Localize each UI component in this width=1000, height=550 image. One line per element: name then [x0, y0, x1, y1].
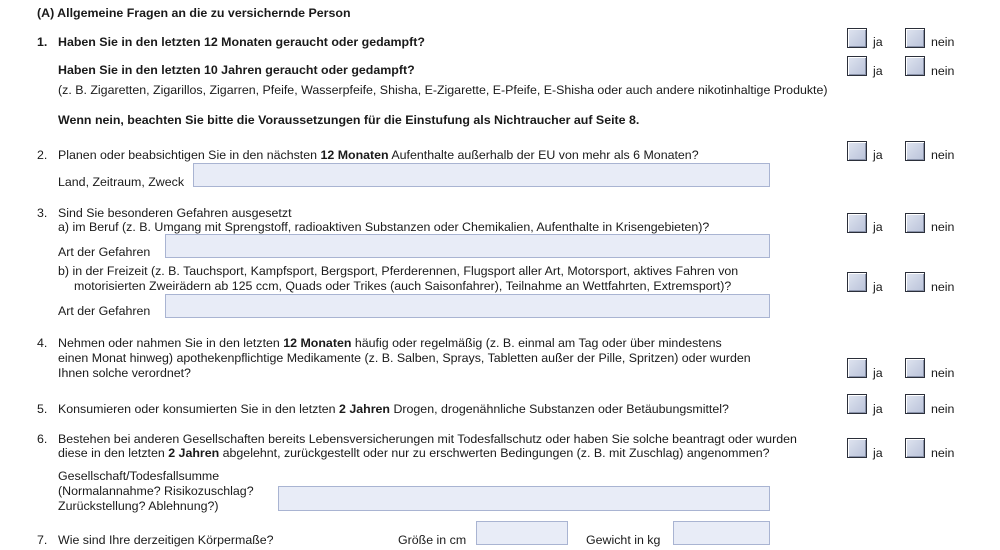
q1-note: Wenn nein, beachten Sie bitte die Voraussetzungen für die Einstufung als Nichtraucher auf Seite 8.: [58, 113, 640, 127]
q3-a-danger-field[interactable]: [165, 234, 770, 258]
q3-b-line1: b) in der Freizeit (z. B. Tauchsport, Kampfsport, Bergsport, Pferderennen, Flugsport aller Art, Motorsport, aktives Fahren von: [58, 264, 739, 278]
q6-number: 6.: [37, 432, 48, 446]
q1-yes-checkbox[interactable]: [847, 28, 867, 48]
q4-no-checkbox[interactable]: [905, 358, 925, 378]
q7-height-field[interactable]: [476, 521, 568, 545]
q1-number: 1.: [37, 35, 48, 49]
q4-line3: Ihnen solche verordnet?: [58, 366, 191, 380]
q7-height-label: Größe in cm: [398, 533, 467, 547]
q3-a-no-label: nein: [931, 220, 955, 234]
q4-yes-checkbox[interactable]: [847, 358, 867, 378]
q6-line2-bold: 2 Jahren: [168, 446, 220, 460]
q3-b-yes-label: ja: [873, 280, 883, 294]
q6-yes-checkbox[interactable]: [847, 438, 867, 458]
q6-line2-b: abgelehnt, zurückgestellt oder nur zu erschwerten Bedingungen (z. B. mit Zuschlag) angenommen?: [219, 446, 770, 460]
q3-number: 3.: [37, 206, 48, 220]
q4-yes-label: ja: [873, 366, 883, 380]
q3-a-yes-checkbox[interactable]: [847, 213, 867, 233]
q6-line1: Bestehen bei anderen Gesellschaften bereits Lebensversicherungen mit Todesfallschutz oder haben Sie solche beantragt oder wurden: [58, 432, 797, 446]
q6-company-field[interactable]: [278, 486, 770, 511]
q7-weight-field[interactable]: [673, 521, 770, 545]
q6-no-checkbox[interactable]: [905, 438, 925, 458]
q2-number: 2.: [37, 148, 48, 162]
q1-sub-yes-label: ja: [873, 64, 883, 78]
q3-b-field-label: Art der Gefahren: [58, 304, 151, 318]
q1-sub-yes-checkbox[interactable]: [847, 56, 867, 76]
q2-text: [58, 148, 699, 163]
q3-b-line2: motorisierten Zweirädern ab 125 ccm, Quads oder Trikes (auch Saisonfahrer), Teilnahme an Wettfahrten, Extremsport)?: [74, 279, 732, 293]
q3-a-text: a) im Beruf (z. B. Umgang mit Sprengstoff, radioaktiven Substanzen oder Chemikalien, Aufenthalte in Krisengebieten)?: [58, 220, 710, 234]
q5-text: [58, 402, 729, 417]
q3-b-no-checkbox[interactable]: [905, 272, 925, 292]
q6-field-line3: Zurückstellung? Ablehnung?): [58, 499, 219, 513]
q6-yes-label: ja: [873, 446, 883, 460]
q4-line1-bold: 12 Monaten: [283, 336, 352, 350]
q5-yes-checkbox[interactable]: [847, 394, 867, 414]
q4-line1-b: häufig oder regelmäßig (z. B. einmal am Tag oder über mindestens: [351, 336, 722, 350]
q2-text-a: Planen oder beabsichtigen Sie in den nächsten: [58, 148, 321, 162]
q3-text: Sind Sie besonderen Gefahren ausgesetzt: [58, 206, 292, 220]
q7-number: 7.: [37, 533, 48, 547]
q5-text-b: Drogen, drogenähnliche Substanzen oder Betäubungsmittel?: [390, 402, 729, 416]
q2-text-bold: 12 Monaten: [320, 148, 389, 162]
q1-sub-no-checkbox[interactable]: [905, 56, 925, 76]
q6-line2: [58, 446, 770, 461]
q2-field-label: Land, Zeitraum, Zweck: [58, 175, 185, 189]
q5-text-bold: 2 Jahren: [339, 402, 390, 416]
q3-a-field-label: Art der Gefahren: [58, 245, 151, 259]
q5-yes-label: ja: [873, 402, 883, 416]
q2-no-checkbox[interactable]: [905, 141, 925, 161]
q4-number: 4.: [37, 336, 48, 350]
q1-sub-text: Haben Sie in den letzten 10 Jahren geraucht oder gedampft?: [58, 63, 415, 77]
q2-yes-checkbox[interactable]: [847, 141, 867, 161]
q7-text: Wie sind Ihre derzeitigen Körpermaße?: [58, 533, 274, 547]
section-title: (A) Allgemeine Fragen an die zu versichernde Person: [37, 6, 351, 20]
q3-a-no-checkbox[interactable]: [905, 213, 925, 233]
q5-number: 5.: [37, 402, 48, 416]
q6-line2-a: diese in den letzten: [58, 446, 169, 460]
q4-line1: [58, 336, 722, 351]
q2-details-field[interactable]: [193, 163, 770, 187]
q3-b-no-label: nein: [931, 280, 955, 294]
q4-line1-a: Nehmen oder nahmen Sie in den letzten: [58, 336, 284, 350]
q5-text-a: Konsumieren oder konsumierten Sie in den letzten: [58, 402, 340, 416]
q3-b-yes-checkbox[interactable]: [847, 272, 867, 292]
q2-text-b: Aufenthalte außerhalb der EU von mehr als 6 Monaten?: [388, 148, 699, 162]
q1-no-label: nein: [931, 35, 955, 49]
q3-a-yes-label: ja: [873, 220, 883, 234]
q5-no-label: nein: [931, 402, 955, 416]
q5-no-checkbox[interactable]: [905, 394, 925, 414]
q4-no-label: nein: [931, 366, 955, 380]
q1-yes-label: ja: [873, 35, 883, 49]
q6-no-label: nein: [931, 446, 955, 460]
q6-field-line2: (Normalannahme? Risikozuschlag?: [58, 484, 254, 498]
q7-weight-label: Gewicht in kg: [586, 533, 661, 547]
q2-yes-label: ja: [873, 148, 883, 162]
q6-field-line1: Gesellschaft/Todesfallsumme: [58, 469, 220, 483]
q1-no-checkbox[interactable]: [905, 28, 925, 48]
q4-line2: einen Monat hinweg) apothekenpflichtige Medikamente (z. B. Salben, Sprays, Tabletten außer der Pille, Spritzen) oder wurden: [58, 351, 751, 365]
q1-sub-no-label: nein: [931, 64, 955, 78]
q1-text: Haben Sie in den letzten 12 Monaten geraucht oder gedampft?: [58, 35, 425, 49]
q1-examples: (z. B. Zigaretten, Zigarillos, Zigarren, Pfeife, Wasserpfeife, Shisha, E-Zigarette, E-Pfeife, E-Shisha oder auch andere nikotinhaltige Produkte): [58, 83, 828, 97]
q3-b-danger-field[interactable]: [165, 294, 770, 318]
q2-no-label: nein: [931, 148, 955, 162]
